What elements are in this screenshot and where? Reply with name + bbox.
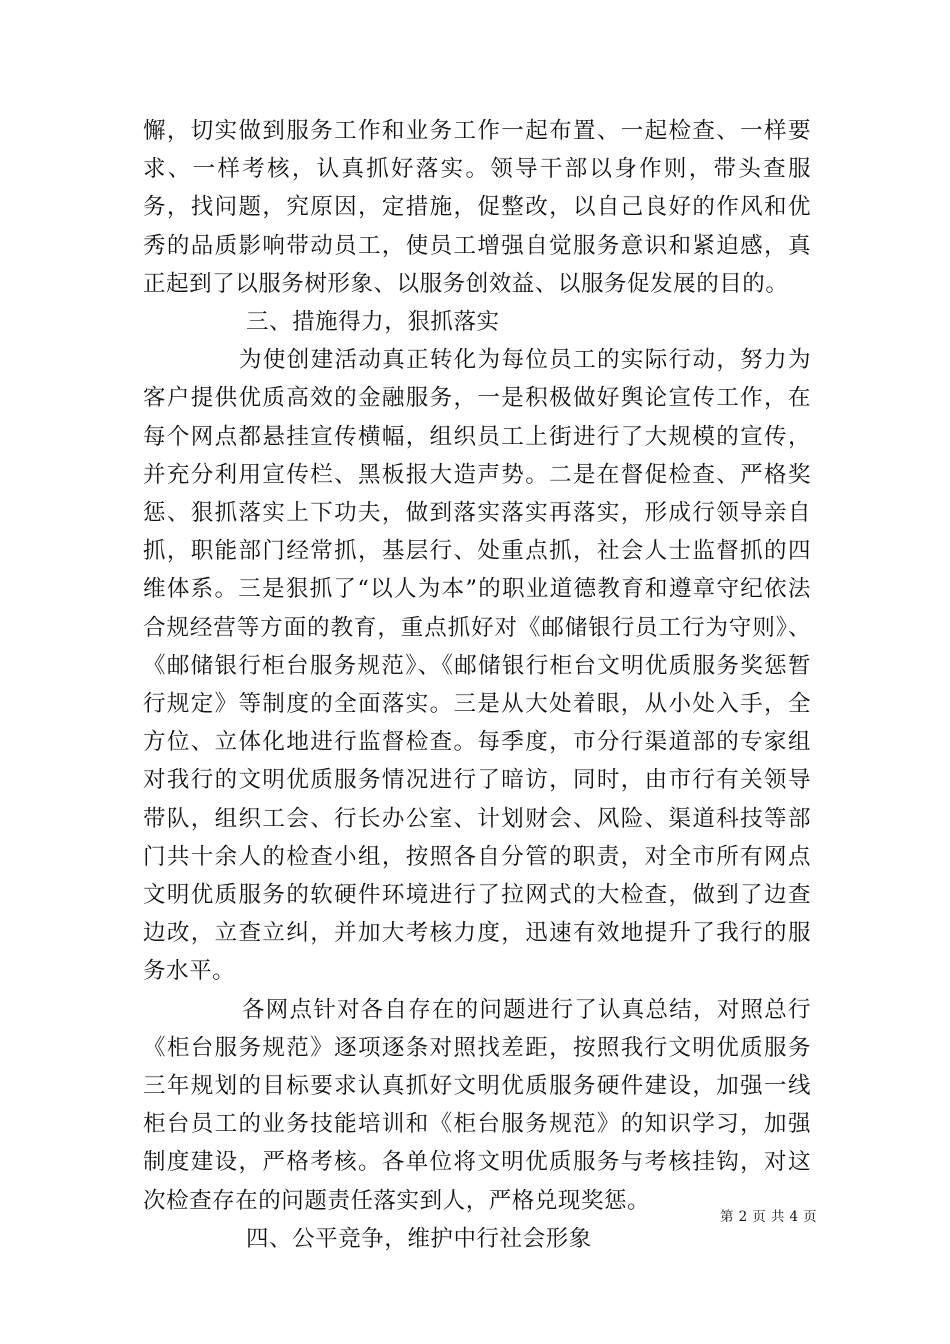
paragraph-measures-detail: 为使创建活动真正转化为每位员工的实际行动，努力为客户提供优质高效的金融服务，一是积极做好舆论宣传工作，在每个网点都悬挂宣传横幅，组织员工上街进行了大规模的宣传，并充分利用宣传栏、黑板报大造声势。二是在督促检查、严格奖惩、狠抓落实上下功夫，做到落实落实再落实，形成行领导亲自抓，职能部门经常抓，基层行、处重点抓，社会人士监督抓的四维体系。三是狠抓了“以人为本”的职业道德教育和遵章守纪依法合规经营等方面的教育，重点抓好对《邮储银行员工行为守则》、《邮储银行柜台服务规范》、《邮储银行柜台文明优质服务奖惩暂行规定》等制度的全面落实。三是从大处着眼，从小处入手，全方位、立体化地进行监督检查。每季度，市分行渠道部的专家组对我行的文明优质服务情况进行了暗访，同时，由市行有关领导带队，组织工会、行长办公室、计划财会、风险、渠道科技等部门共十余人的检查小组，按照各自分管的职责，对全市所有网点文明优质服务的软硬件环境进行了拉网式的大检查，做到了边查边改，立查立纠，并加大考核力度，迅速有效地提升了我行的服务水平。 [143, 347, 811, 985]
document-body [143, 112, 811, 1258]
section-heading-measures: 三、措施得力，狠抓落实 [246, 309, 500, 336]
paragraph-branch-review: 各网点针对各自存在的问题进行了认真总结，对照总行《柜台服务规范》逐项逐条对照找差距，按照我行文明优质服务三年规划的目标要求认真抓好文明优质服务硬件建设，加强一线柜台员工的业务技能培训和《柜台服务规范》的知识学习，加强制度建设，严格考核。各单位将文明优质服务与考核挂钩，对这次检查存在的问题责任落实到人，严格兑现奖惩。 [143, 996, 811, 1214]
section-heading-fair-competition: 四、公平竞争，维护中行社会形象 [246, 1225, 592, 1252]
page-number-footer: 第 2 页 共 4 页 [720, 1209, 818, 1225]
paragraph-service-accountability: 懈，切实做到服务工作和业务工作一起布置、一起检查、一样要求、一样考核，认真抓好落实。领导干部以身作则，带头查服务，找问题，究原因，定措施，促整改，以自己良好的作风和优秀的品质影响带动员工，使员工增强自觉服务意识和紧迫感，真正起到了以服务树形象、以服务创效益、以服务促发展的目的。 [143, 118, 811, 297]
